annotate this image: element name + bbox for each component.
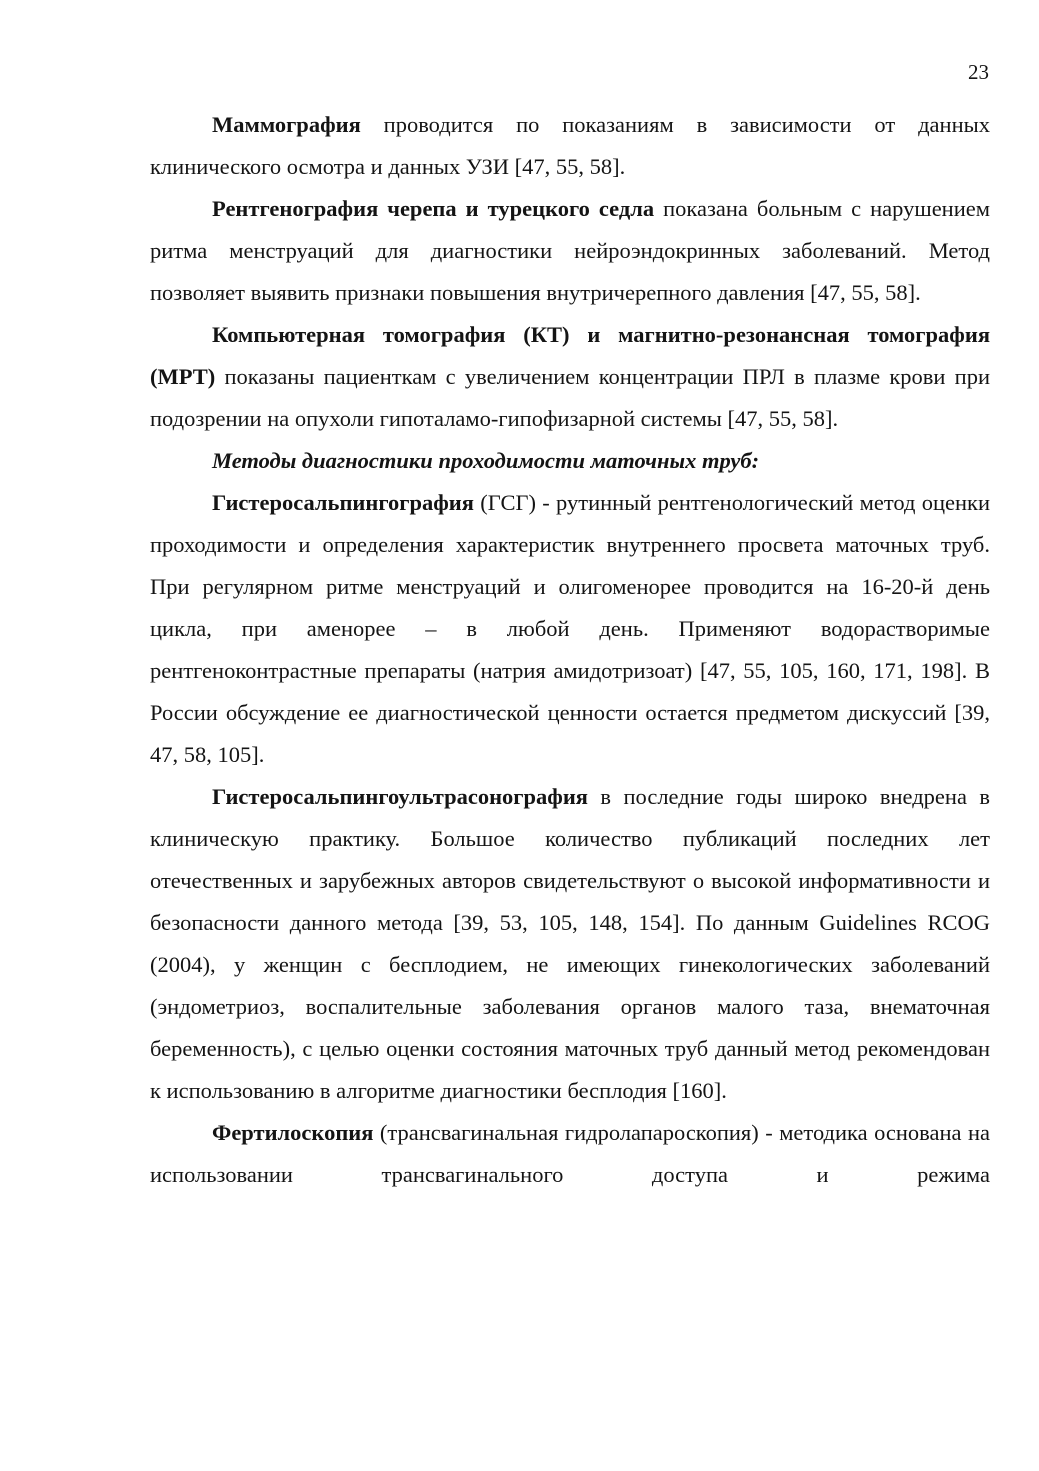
section-heading	[150, 440, 990, 482]
paragraph-ct-mri	[150, 314, 990, 440]
paragraph-text: (трансвагинальная гидролапароскопия) - методика основана на использовании трансвагинального доступа и режима	[150, 1120, 990, 1187]
term-skull-xray: Рентгенография черепа и турецкого седла	[212, 196, 655, 221]
term-hsg: Гистеросальпингография	[212, 490, 474, 515]
paragraph-fertiloscopy	[150, 1112, 990, 1196]
term-fertiloscopy: Фертилоскопия	[212, 1120, 374, 1145]
paragraph-hysg	[150, 776, 990, 1112]
paragraph-text: показаны пациенткам с увеличением концентрации ПРЛ в плазме крови при подозрении на опухоли гипоталамо-гипофизарной системы [47, 55, 58].	[150, 364, 990, 431]
paragraph-skull-xray	[150, 188, 990, 314]
term-mammography: Маммография	[212, 112, 361, 137]
term-hysg: Гистеросальпингоультрасонография	[212, 784, 588, 809]
paragraph-text: показана больным с нарушением ритма менструаций для диагностики нейроэндокринных заболеваний. Метод позволяет выявить признаки повышения внутричерепного давления [47, 55, 58].	[150, 196, 990, 305]
paragraph-mammography	[150, 104, 990, 188]
document-body	[150, 104, 990, 1196]
term-ct-mri: Компьютерная томография (КТ) и магнитно-резонансная томография (МРТ)	[150, 322, 990, 389]
paragraph-text: в последние годы широко внедрена в клиническую практику. Большое количество публикаций последних лет отечественных и зарубежных авторов свидетельствуют о высокой информативности и безопасности данного метода [39, 53, 105, 148, 154]. По данным Guidelines RCOG (2004), у женщин с бесплодием, не имеющих гинекологических заболеваний (эндометриоз, воспалительные заболевания органов малого таза, внематочная беременность), с целью оценки состояния маточных труб данный метод рекомендован к использованию в алгоритме диагностики бесплодия [160].	[150, 784, 990, 1103]
paragraph-text: (ГСГ) - рутинный рентгенологический метод оценки проходимости и определения характеристик внутреннего просвета маточных труб. При регулярном ритме менструаций и олигоменорее проводится на 16-20-й день цикла, при аменорее – в любой день. Применяют водорастворимые рентгеноконтрастные препараты (натрия амидотризоат) [47, 55, 105, 160, 171, 198]. В России обсуждение ее диагностической ценности остается предметом дискуссий [39, 47, 58, 105].	[150, 490, 990, 767]
paragraph-hsg	[150, 482, 990, 776]
page-number: 23	[968, 60, 989, 84]
paragraph-text: проводится по показаниям в зависимости от данных клинического осмотра и данных УЗИ [47, 55, 58].	[150, 112, 990, 179]
heading-tubal-patency: Методы диагностики проходимости маточных труб:	[212, 448, 760, 473]
